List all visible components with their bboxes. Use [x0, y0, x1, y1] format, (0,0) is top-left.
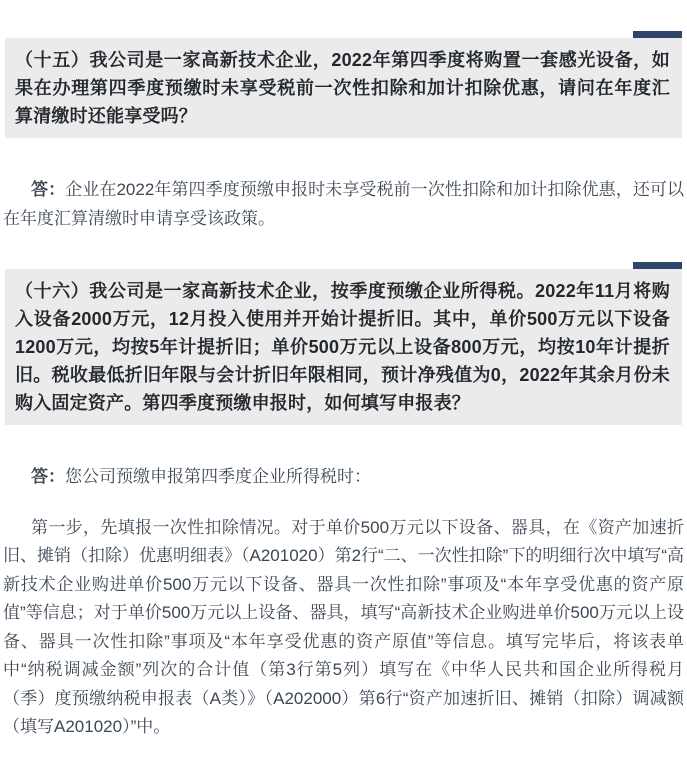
answer-label: 答： — [31, 467, 65, 486]
question-box-15 — [5, 38, 682, 138]
qa-block-16 — [0, 269, 687, 742]
question-box-16 — [5, 269, 682, 425]
answer-15-text: 企业在2022年第四季度预缴申报时未享受税前一次性扣除和加计扣除优惠，还可以在年度汇算清缴时申请享受该政策。 — [3, 180, 684, 228]
article-page — [0, 38, 687, 742]
answer-label: 答： — [31, 180, 66, 199]
answer-16-step1 — [3, 514, 684, 742]
answer-16-step1-text: 第一步，先填报一次性扣除情况。对于单价500万元以下设备、器具，在《资产加速折旧、摊销（扣除）优惠明细表》（A201020）第2行“二、一次性扣除”下的明细行次中填写“高新技术企业购进单价500万元以下设备、器具一次性扣除”事项及“本年享受优惠的资产原值”等信息；对于单价500万元以上设备、器具，填写“高新技术企业购进单价500万元以上设备、器具一次性扣除”事项及“本年享受优惠的资产原值”等信息。填写完毕后，将该表单中“纳税调减金额”列次的合计值（第3行第5列）填写在《中华人民共和国企业所得税月（季）度预缴纳税申报表（A类）》（A202000）第6行“资产加速折旧、摊销（扣除）调减额（填写A201020）”中。 — [3, 517, 685, 736]
accent-bar — [633, 262, 682, 269]
answer-15 — [3, 176, 684, 233]
answer-16-intro — [3, 463, 684, 492]
accent-bar — [633, 31, 682, 38]
question-15-text: （十五）我公司是一家高新技术企业，2022年第四季度将购置一套感光设备，如果在办理第四季度预缴时未享受税前一次性扣除和加计扣除优惠，请问在年度汇算清缴时还能享受吗？ — [15, 50, 670, 126]
question-16-text: （十六）我公司是一家高新技术企业，按季度预缴企业所得税。2022年11月将购入设备2000万元，12月投入使用并开始计提折旧。其中，单价500万元以下设备1200万元，均按5年计提折旧；单价500万元以上设备800万元，均按10年计提折旧。税收最低折旧年限与会计折旧年限相同，预计净残值为0，2022年其余月份未购入固定资产。第四季度预缴申报时，如何填写申报表？ — [15, 281, 670, 413]
qa-block-15 — [0, 38, 687, 233]
answer-16-intro-text: 您公司预缴申报第四季度企业所得税时： — [65, 467, 371, 486]
